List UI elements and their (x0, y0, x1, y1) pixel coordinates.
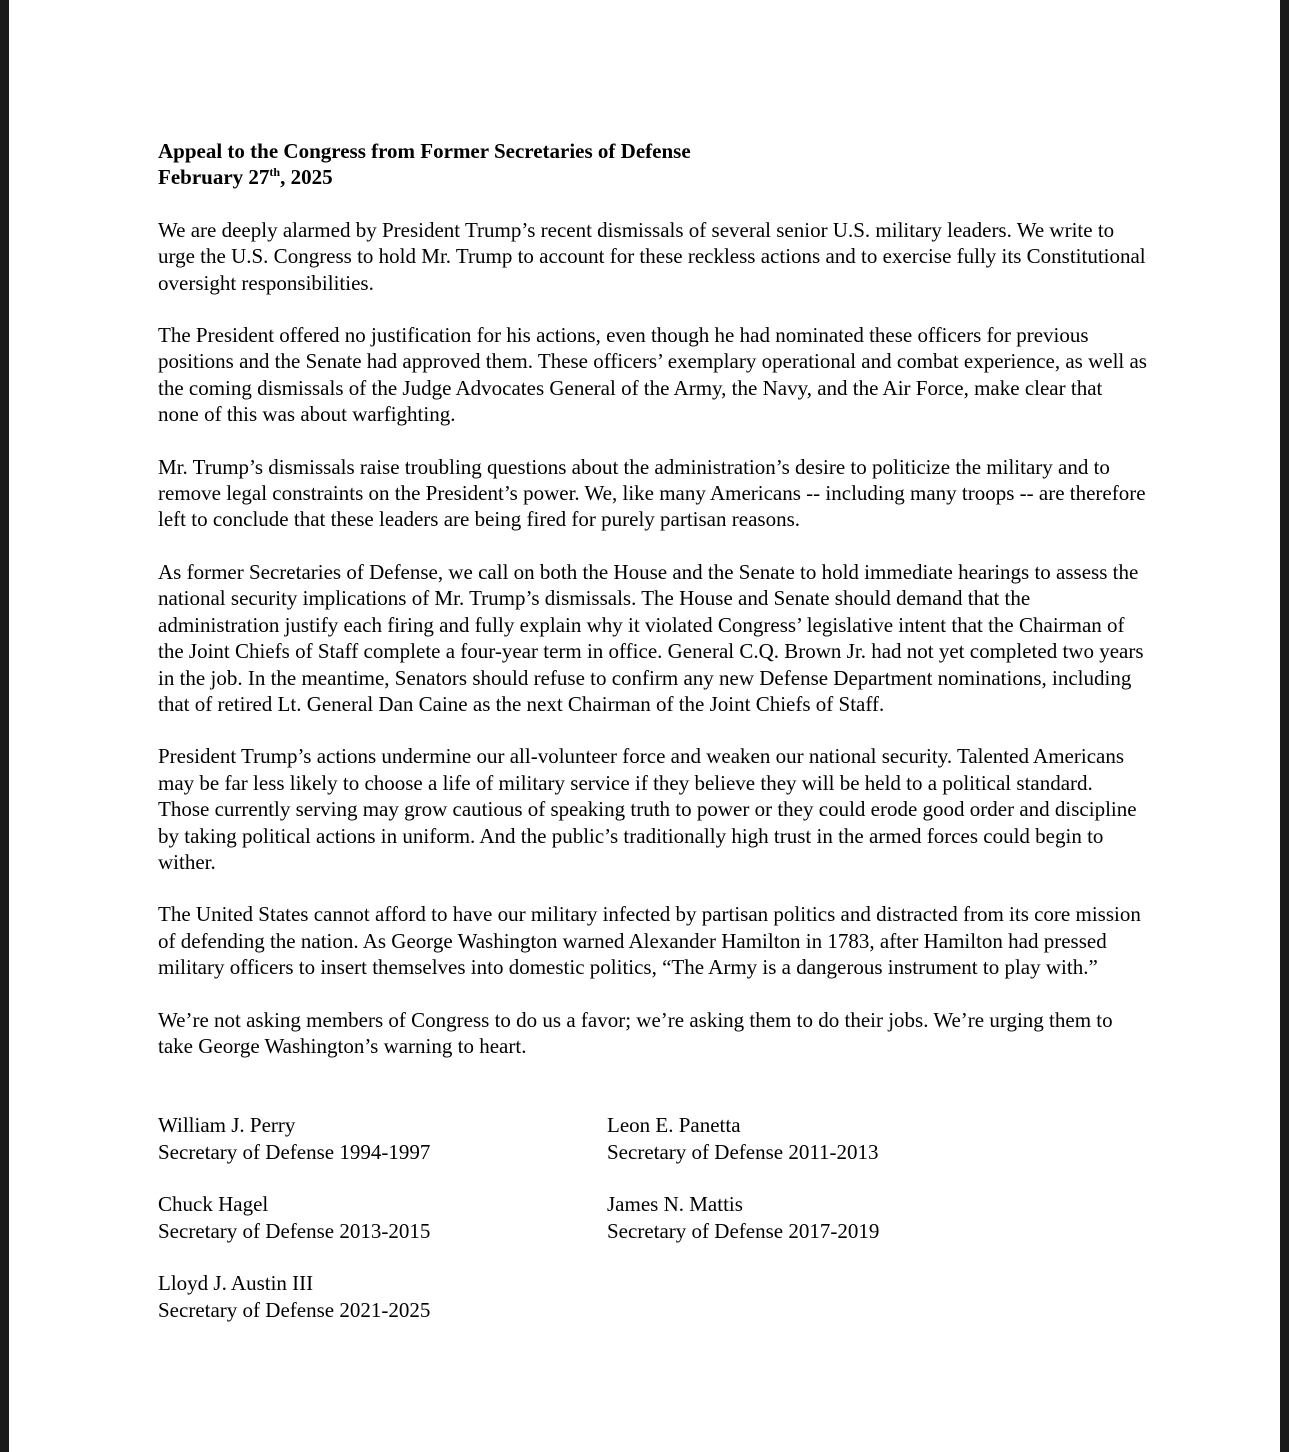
signatory-title: Secretary of Defense 2021-2025 (158, 1297, 431, 1322)
letter-date (158, 164, 1148, 190)
signatory-title: Secretary of Defense 1994-1997 (158, 1139, 431, 1164)
signatory-perry (158, 1112, 430, 1165)
paragraph: Mr. Trump’s dismissals raise troubling questions about the administration’s desire to politicize the military and to remove legal constraints on the President’s power. We, like many Americans -- including many troops -- are therefore left to conclude that these leaders are being fired for purely partisan reasons. (158, 454, 1146, 532)
letter-title: Appeal to the Congress from Former Secretaries of Defense (158, 139, 691, 163)
signatory-name: William J. Perry (158, 1113, 296, 1138)
signatory-hagel (158, 1191, 430, 1244)
paragraph: We are deeply alarmed by President Trump’s recent dismissals of several senior U.S. military leaders. We write to urge the U.S. Congress to hold Mr. Trump to account for these reckless actions and to exercise fully its Constitutional oversight responsibilities. (158, 217, 1146, 295)
signatory-name: James N. Mattis (607, 1192, 743, 1217)
paragraph: As former Secretaries of Defense, we call on both the House and the Senate to hold immediate hearings to assess the national security implications of Mr. Trump’s dismissals. The House and Senate should demand that the administration justify each firing and fully explain why it violated Congress’ legislative intent that the Chairman of the Joint Chiefs of Staff complete a four-year term in office. General C.Q. Brown Jr. had not yet completed two years in the job. In the meantime, Senators should refuse to confirm any new Defense Department nominations, including that of retired Lt. General Dan Caine as the next Chairman of the Joint Chiefs of Staff. (158, 559, 1144, 716)
signature-block (158, 1112, 1148, 1332)
signatory-title: Secretary of Defense 2011-2013 (607, 1139, 879, 1164)
letter-body (158, 138, 1148, 1332)
signatory-title: Secretary of Defense 2013-2015 (158, 1218, 431, 1243)
paragraph: The President offered no justification for his actions, even though he had nominated these officers for previous positions and the Senate had approved them. These officers’ exemplary operational and combat experience, as well as the coming dismissals of the Judge Advocates General of the Army, the Navy, and the Air Force, make clear that none of this was about warfighting. (158, 323, 1147, 427)
signatory-name: Lloyd J. Austin III (158, 1271, 314, 1296)
date-month-day: February 27 (158, 165, 270, 190)
signatory-name: Leon E. Panetta (607, 1113, 741, 1138)
paragraph: We’re not asking members of Congress to do us a favor; we’re asking them to do their jobs. We’re urging them to take George Washington’s warning to heart. (158, 1007, 1113, 1058)
paragraph: The United States cannot afford to have our military infected by partisan politics and distracted from its core mission of defending the nation. As George Washington warned Alexander Hamilton in 1783, after Hamilton had pressed military officers to insert themselves into domestic politics, “The Army is a dangerous instrument to play with.” (158, 902, 1141, 980)
signatory-mattis (607, 1191, 879, 1244)
signatory-title: Secretary of Defense 2017-2019 (607, 1218, 880, 1243)
document-page (9, 0, 1280, 1452)
date-year: , 2025 (280, 165, 333, 190)
signatory-austin (158, 1270, 430, 1323)
date-ordinal: th (269, 165, 281, 180)
paragraph: President Trump’s actions undermine our all-volunteer force and weaken our national security. Talented Americans may be far less likely to choose a life of military service if they believe they will be held to a political standard. Those currently serving may grow cautious of speaking truth to power or they could erode good order and discipline by taking political actions in uniform. And the public’s traditionally high trust in the armed forces could begin to wither. (158, 744, 1137, 874)
signatory-panetta (607, 1112, 879, 1165)
signatory-name: Chuck Hagel (158, 1192, 269, 1217)
